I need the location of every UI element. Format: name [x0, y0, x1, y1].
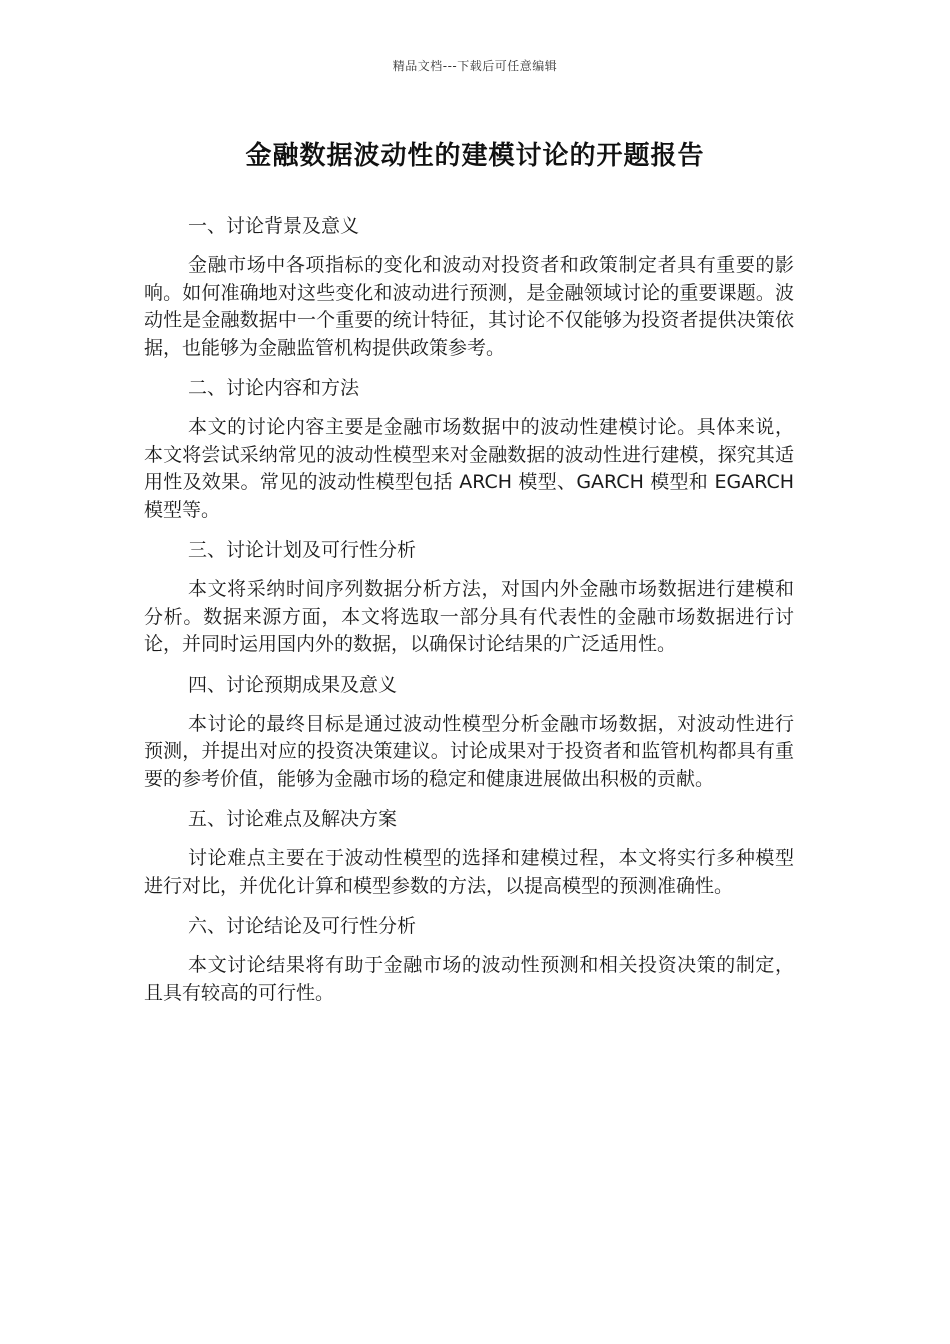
- document-title: 金融数据波动性的建模讨论的开题报告: [245, 141, 705, 171]
- section-body-6: 本文讨论结果将有助于金融市场的波动性预测和相关投资决策的制定，且具有较高的可行性。: [144, 954, 794, 1004]
- document-body: [144, 212, 794, 1019]
- section-body-1: 金融市场中各项指标的变化和波动对投资者和政策制定者具有重要的影响。如何准确地对这些变化和波动进行预测，是金融领域讨论的重要课题。波动性是金融数据中一个重要的统计特征，其讨论不仅能够为投资者提供决策依据，也能够为金融监管机构提供政策参考。: [144, 254, 794, 359]
- header-note: 精品文档---下载后可任意编辑: [392, 59, 558, 73]
- section-heading-3: 三、讨论计划及可行性分析: [188, 539, 417, 561]
- section-heading-1: 一、讨论背景及意义: [188, 215, 360, 237]
- section-heading-6: 六、讨论结论及可行性分析: [188, 915, 417, 937]
- section-body-5: 讨论难点主要在于波动性模型的选择和建模过程，本文将实行多种模型进行对比，并优化计算和模型参数的方法，以提高模型的预测准确性。: [144, 847, 794, 897]
- section-body-3: 本文将采纳时间序列数据分析方法，对国内外金融市场数据进行建模和分析。数据来源方面，本文将选取一部分具有代表性的金融市场数据进行讨论，并同时运用国内外的数据，以确保讨论结果的广泛适用性。: [144, 578, 794, 655]
- section-body-4: 本讨论的最终目标是通过波动性模型分析金融市场数据，对波动性进行预测，并提出对应的投资决策建议。讨论成果对于投资者和监管机构都具有重要的参考价值，能够为金融市场的稳定和健康进展做出积极的贡献。: [144, 712, 794, 790]
- section-heading-5: 五、讨论难点及解决方案: [188, 808, 398, 830]
- section-heading-2: 二、讨论内容和方法: [188, 377, 360, 399]
- section-heading-4: 四、讨论预期成果及意义: [188, 673, 398, 696]
- section-body-2: 本文的讨论内容主要是金融市场数据中的波动性建模讨论。具体来说，本文将尝试采纳常见的波动性模型来对金融数据的波动性进行建模，探究其适用性及效果。常见的波动性模型包括 ARCH 模型、GARCH 模型和 EGARCH 模型等。: [144, 416, 794, 521]
